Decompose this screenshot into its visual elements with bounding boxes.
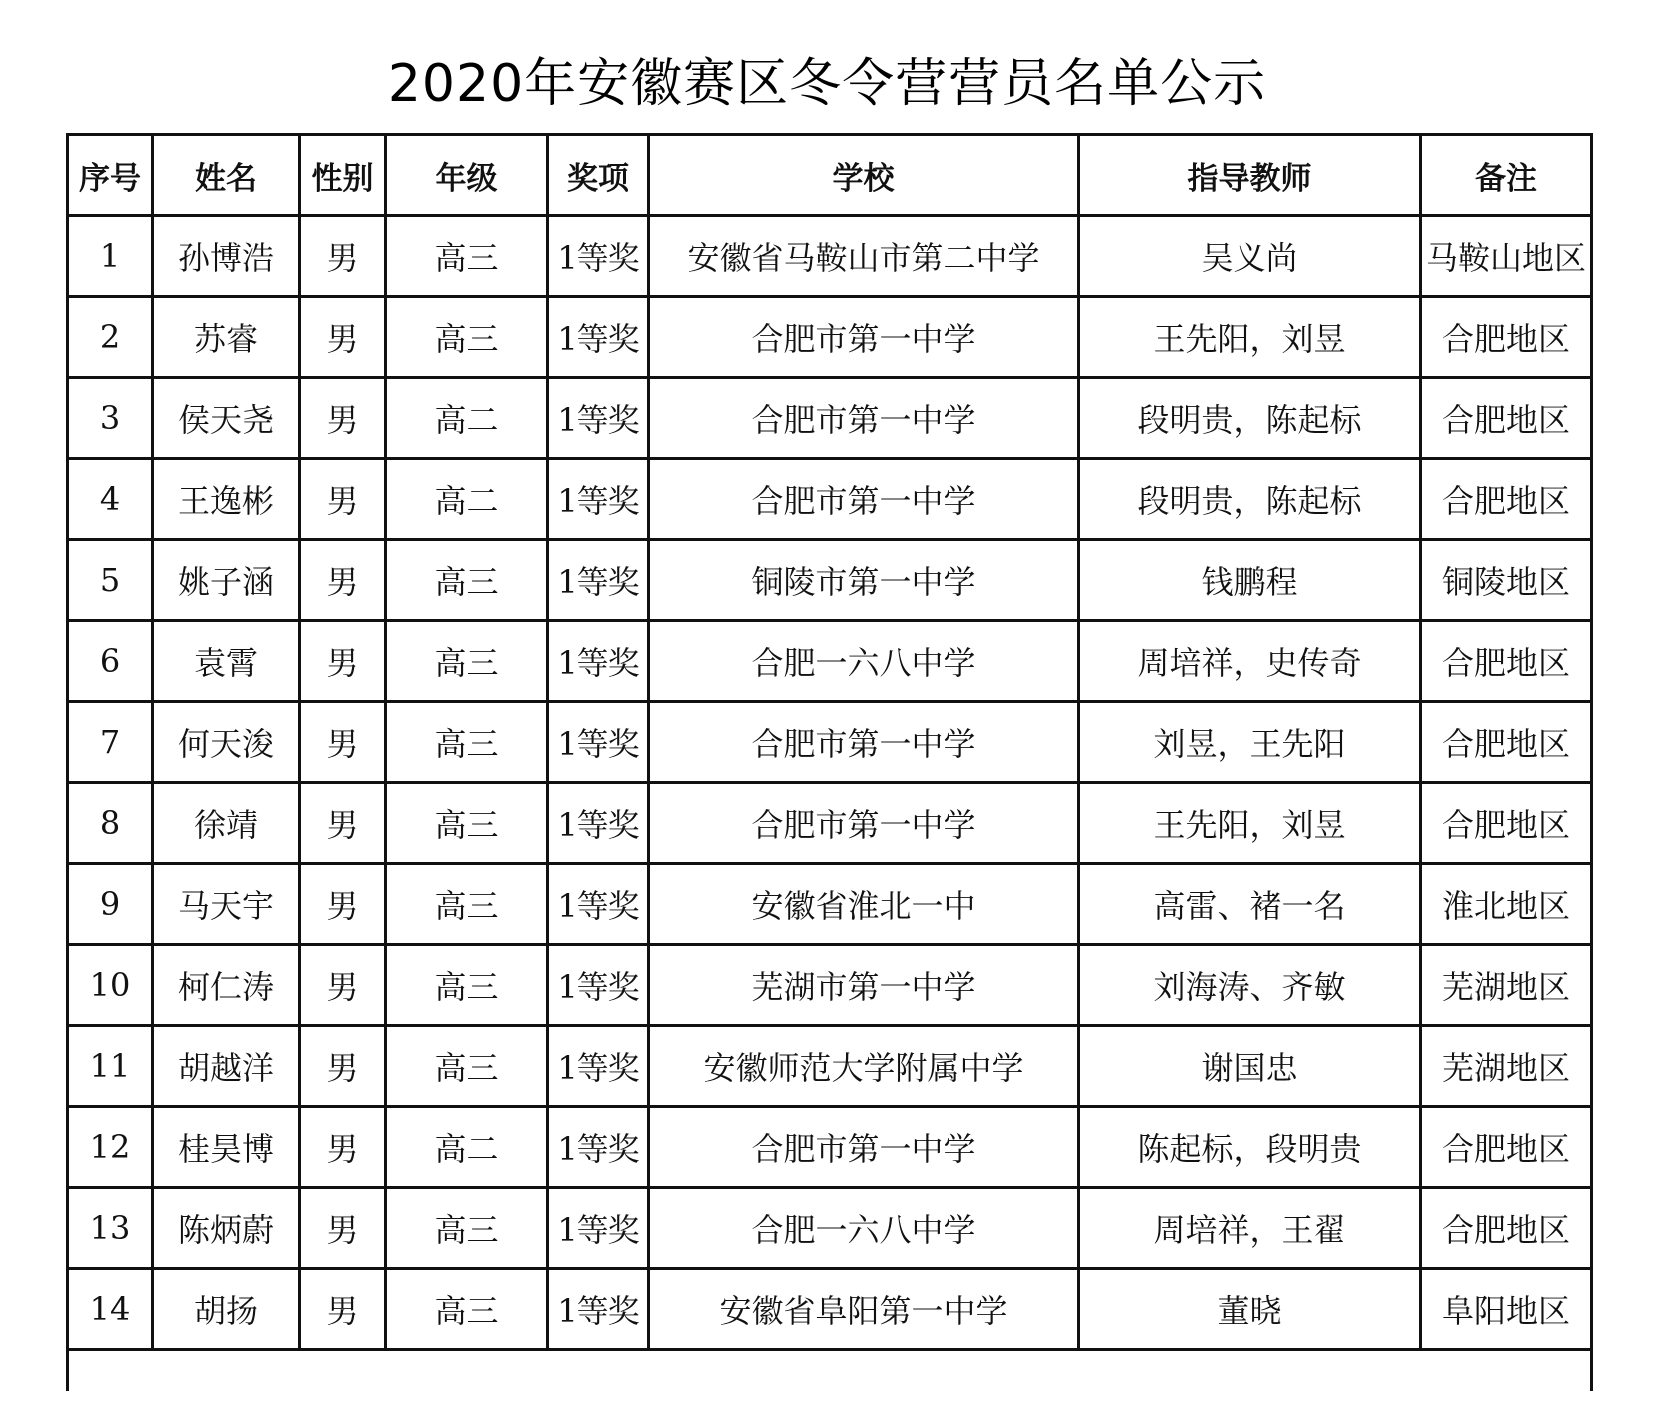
table-row <box>68 1026 1592 1107</box>
cell-school: 合肥市第一中学 <box>649 783 1079 864</box>
cell-no: 7 <box>68 702 153 783</box>
cell-award: 1等奖 <box>548 621 649 702</box>
table-row <box>68 1269 1592 1350</box>
cell-no: 3 <box>68 378 153 459</box>
cell-teacher: 吴义尚 <box>1079 216 1421 297</box>
cell-gender: 男 <box>300 378 386 459</box>
table-row-cutoff <box>68 1350 1592 1392</box>
cell-grade: 高三 <box>386 540 548 621</box>
cell-no: 6 <box>68 621 153 702</box>
cell-teacher: 段明贵，陈起标 <box>1079 459 1421 540</box>
cell-no: 13 <box>68 1188 153 1269</box>
cell-name: 侯天尧 <box>153 378 300 459</box>
header-grade: 年级 <box>386 135 548 216</box>
cell-gender: 男 <box>300 1269 386 1350</box>
page-title: 2020年安徽赛区冬令营营员名单公示 <box>387 54 1267 114</box>
cell-teacher: 刘海涛、齐敏 <box>1079 945 1421 1026</box>
cell-school: 安徽省阜阳第一中学 <box>649 1269 1079 1350</box>
cell-name: 陈炳蔚 <box>153 1188 300 1269</box>
cell-name: 柯仁涛 <box>153 945 300 1026</box>
cell-name: 何天浚 <box>153 702 300 783</box>
cell-school: 合肥市第一中学 <box>649 378 1079 459</box>
cell-gender: 男 <box>300 702 386 783</box>
cell-gender: 男 <box>300 216 386 297</box>
cell-school: 铜陵市第一中学 <box>649 540 1079 621</box>
cell-name: 王逸彬 <box>153 459 300 540</box>
table-row <box>68 621 1592 702</box>
header-name: 姓名 <box>153 135 300 216</box>
cell-gender: 男 <box>300 621 386 702</box>
cell-award: 1等奖 <box>548 1188 649 1269</box>
cell-teacher: 高雷、褚一名 <box>1079 864 1421 945</box>
cell-award: 1等奖 <box>548 459 649 540</box>
cell-teacher: 段明贵，陈起标 <box>1079 378 1421 459</box>
cell-name: 徐靖 <box>153 783 300 864</box>
cell-grade: 高三 <box>386 297 548 378</box>
table-row <box>68 1188 1592 1269</box>
table-row <box>68 378 1592 459</box>
cell-teacher: 王先阳，刘昱 <box>1079 297 1421 378</box>
cell-gender: 男 <box>300 945 386 1026</box>
cell-no: 14 <box>68 1269 153 1350</box>
cell-note: 芜湖地区 <box>1421 1026 1592 1107</box>
cell-award: 1等奖 <box>548 1269 649 1350</box>
roster-table <box>66 133 1593 1391</box>
cell-teacher: 周培祥，史传奇 <box>1079 621 1421 702</box>
cell-grade: 高二 <box>386 1107 548 1188</box>
cell-teacher: 董晓 <box>1079 1269 1421 1350</box>
cell-grade: 高三 <box>386 1188 548 1269</box>
cell-award: 1等奖 <box>548 783 649 864</box>
cell-gender: 男 <box>300 459 386 540</box>
cell-note: 合肥地区 <box>1421 1107 1592 1188</box>
cell-note: 合肥地区 <box>1421 1188 1592 1269</box>
header-no: 序号 <box>68 135 153 216</box>
cell-teacher: 王先阳，刘昱 <box>1079 783 1421 864</box>
table-row <box>68 783 1592 864</box>
cell-grade: 高二 <box>386 459 548 540</box>
cell-teacher: 周培祥，王翟 <box>1079 1188 1421 1269</box>
cell-award: 1等奖 <box>548 297 649 378</box>
cell-teacher: 谢国忠 <box>1079 1026 1421 1107</box>
cell-note: 合肥地区 <box>1421 459 1592 540</box>
cell-no: 1 <box>68 216 153 297</box>
cell-teacher: 陈起标，段明贵 <box>1079 1107 1421 1188</box>
cell-no: 11 <box>68 1026 153 1107</box>
table-row <box>68 216 1592 297</box>
header-row <box>68 135 1592 216</box>
cell-gender: 男 <box>300 783 386 864</box>
cell-school: 芜湖市第一中学 <box>649 945 1079 1026</box>
cell-school: 合肥市第一中学 <box>649 459 1079 540</box>
cell-note: 合肥地区 <box>1421 702 1592 783</box>
header-gender: 性别 <box>300 135 386 216</box>
cell-grade: 高三 <box>386 621 548 702</box>
cell-award: 1等奖 <box>548 1107 649 1188</box>
cell-grade: 高二 <box>386 378 548 459</box>
table-row <box>68 702 1592 783</box>
cell-grade: 高三 <box>386 864 548 945</box>
cell-name: 孙博浩 <box>153 216 300 297</box>
table-row <box>68 297 1592 378</box>
cell-name: 马天宇 <box>153 864 300 945</box>
cell-grade: 高三 <box>386 702 548 783</box>
cell-gender: 男 <box>300 864 386 945</box>
cell-no: 2 <box>68 297 153 378</box>
cell-gender: 男 <box>300 1107 386 1188</box>
cell-note: 合肥地区 <box>1421 378 1592 459</box>
cell-award: 1等奖 <box>548 864 649 945</box>
table-row <box>68 1107 1592 1188</box>
cell-no: 8 <box>68 783 153 864</box>
cell-gender: 男 <box>300 1188 386 1269</box>
cell-school: 合肥一六八中学 <box>649 621 1079 702</box>
cell-award: 1等奖 <box>548 702 649 783</box>
cell-note: 芜湖地区 <box>1421 945 1592 1026</box>
cell-gender: 男 <box>300 1026 386 1107</box>
cell-grade: 高三 <box>386 216 548 297</box>
cell-school: 合肥一六八中学 <box>649 1188 1079 1269</box>
cell-name: 胡扬 <box>153 1269 300 1350</box>
cell-note: 淮北地区 <box>1421 864 1592 945</box>
cell-note: 马鞍山地区 <box>1421 216 1592 297</box>
cell-award: 1等奖 <box>548 216 649 297</box>
cell-award: 1等奖 <box>548 540 649 621</box>
cell-school: 合肥市第一中学 <box>649 702 1079 783</box>
cell-grade: 高三 <box>386 1026 548 1107</box>
cell-name: 姚子涵 <box>153 540 300 621</box>
cell-name: 苏睿 <box>153 297 300 378</box>
cell-school: 合肥市第一中学 <box>649 1107 1079 1188</box>
cell-grade: 高三 <box>386 945 548 1026</box>
cell-no: 12 <box>68 1107 153 1188</box>
header-teacher: 指导教师 <box>1079 135 1421 216</box>
cutoff-row <box>68 1350 1592 1392</box>
table-row <box>68 945 1592 1026</box>
cell-no: 9 <box>68 864 153 945</box>
header-note: 备注 <box>1421 135 1592 216</box>
cell-note: 阜阳地区 <box>1421 1269 1592 1350</box>
cell-award: 1等奖 <box>548 1026 649 1107</box>
cell-note: 合肥地区 <box>1421 783 1592 864</box>
table-row <box>68 864 1592 945</box>
cell-no: 5 <box>68 540 153 621</box>
cell-gender: 男 <box>300 540 386 621</box>
cell-school: 安徽省马鞍山市第二中学 <box>649 216 1079 297</box>
cell-no: 10 <box>68 945 153 1026</box>
cell-school: 安徽省淮北一中 <box>649 864 1079 945</box>
cell-gender: 男 <box>300 297 386 378</box>
cell-award: 1等奖 <box>548 378 649 459</box>
cell-teacher: 钱鹏程 <box>1079 540 1421 621</box>
table-row <box>68 540 1592 621</box>
cell-grade: 高三 <box>386 1269 548 1350</box>
header-award: 奖项 <box>548 135 649 216</box>
cell-note: 铜陵地区 <box>1421 540 1592 621</box>
cell-note: 合肥地区 <box>1421 621 1592 702</box>
cell-grade: 高三 <box>386 783 548 864</box>
cell-school: 安徽师范大学附属中学 <box>649 1026 1079 1107</box>
cell-award: 1等奖 <box>548 945 649 1026</box>
cell-note: 合肥地区 <box>1421 297 1592 378</box>
cell-name: 袁霄 <box>153 621 300 702</box>
header-school: 学校 <box>649 135 1079 216</box>
cell-name: 桂昊博 <box>153 1107 300 1188</box>
cell-school: 合肥市第一中学 <box>649 297 1079 378</box>
cell-teacher: 刘昱，王先阳 <box>1079 702 1421 783</box>
table-row <box>68 459 1592 540</box>
cell-no: 4 <box>68 459 153 540</box>
cell-name: 胡越洋 <box>153 1026 300 1107</box>
